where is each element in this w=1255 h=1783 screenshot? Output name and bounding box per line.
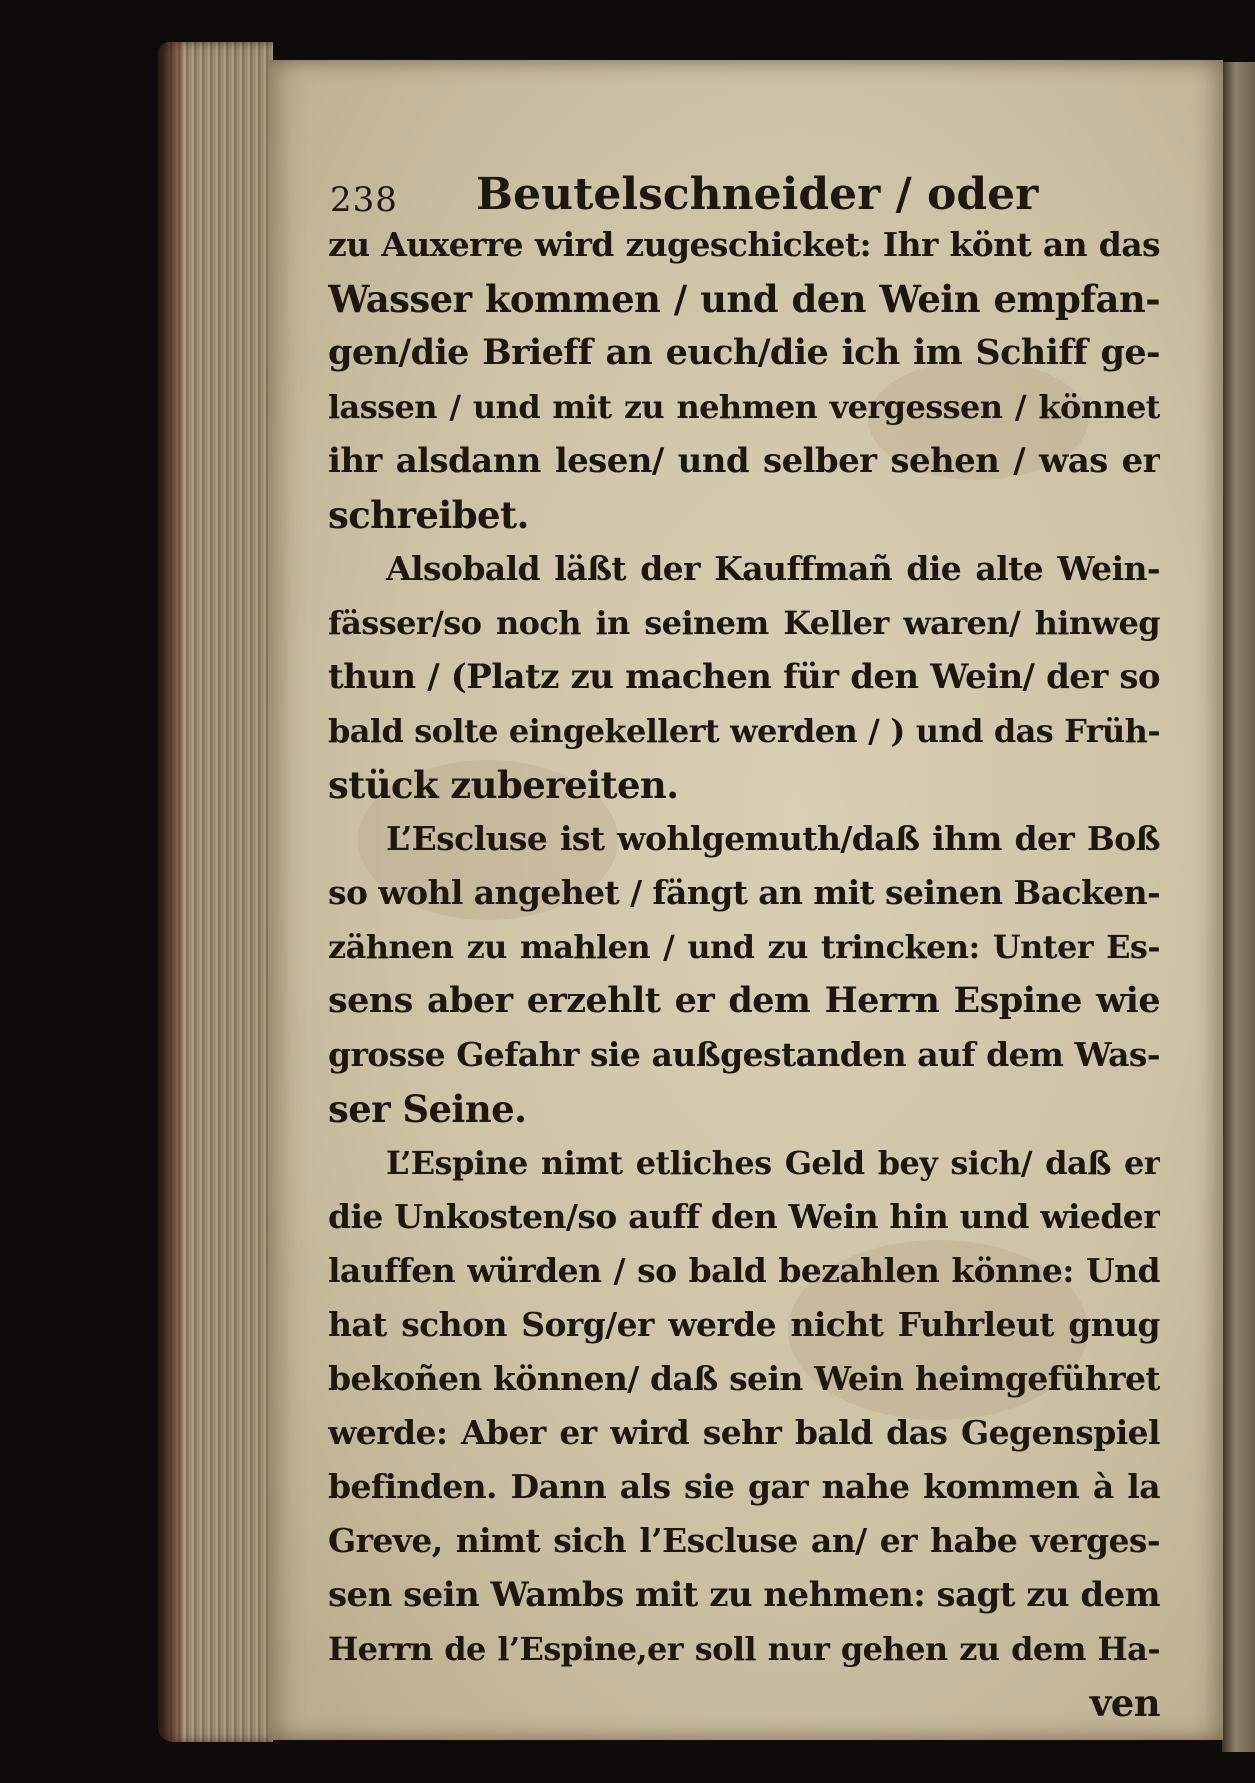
text-line: Wasser kommen / und den Wein empfan-	[328, 277, 1160, 321]
text-line: ihr alsdann lesen/ und selber sehen / was er	[328, 441, 1160, 481]
text-line: befinden. Dann als sie gar nahe kommen à la	[328, 1467, 1160, 1506]
text-line: L’Escluse ist wohlgemuth/daß ihm der Boß	[386, 819, 1160, 858]
text-line: schreibet.	[328, 493, 529, 537]
page-number: 238	[330, 180, 398, 220]
page-body-text	[328, 218, 1160, 1730]
text-line: zu Auxerre wird zugeschicket: Ihr könt an das	[328, 225, 1160, 264]
text-line: sen sein Wambs mit zu nehmen: sagt zu dem	[328, 1575, 1160, 1615]
catchword: ven	[1089, 1681, 1160, 1725]
text-line: thun / (Platz zu machen für den Wein/ der so	[328, 657, 1160, 697]
text-line: Greve, nimt sich l’Escluse an/ er habe verges-	[328, 1521, 1160, 1560]
text-line: Herrn de l’Espine,er soll nur gehen zu dem Ha-	[328, 1630, 1160, 1668]
running-title: Beutelschneider / oder	[475, 169, 1039, 220]
text-line: lassen / und mit zu nehmen vergessen / könnet	[328, 388, 1160, 426]
text-line: grosse Gefahr sie außgestanden auf dem Was-	[328, 1035, 1160, 1074]
text-line: so wohl angehet / fängt an mit seinen Backen-	[328, 873, 1160, 912]
text-line: hat schon Sorg/er werde nicht Fuhrleut gnug	[328, 1305, 1160, 1344]
text-line: stück zubereiten.	[328, 763, 679, 807]
text-line: werde: Aber er wird sehr bald das Gegenspiel	[328, 1413, 1160, 1452]
text-line: Alsobald läßt der Kauffmañ die alte Wein-	[386, 549, 1160, 588]
text-line: L’Espine nimt etliches Geld bey sich/ daß er	[386, 1144, 1160, 1182]
book-spine	[158, 42, 182, 1742]
text-line: gen/die Brieff an euch/die ich im Schiff ge-	[328, 332, 1160, 373]
page-header	[330, 150, 1150, 220]
text-line: bekoñen können/ daß sein Wein heimgeführet	[328, 1359, 1160, 1398]
text-line: sens aber erzehlt er dem Herrn Espine wie	[328, 980, 1160, 1021]
text-line: zähnen zu mahlen / und zu trincken: Unter Es-	[328, 928, 1160, 966]
text-line: ser Seine.	[328, 1087, 527, 1131]
facing-page-edge	[1222, 62, 1255, 1752]
text-line: lauffen würden / so bald bezahlen könne: Und	[328, 1251, 1160, 1290]
text-line: fässer/so noch in seinem Keller waren/ hinweg	[328, 604, 1160, 642]
text-line: die Unkosten/so auff den Wein hin und wieder	[328, 1197, 1160, 1236]
text-line: bald solte eingekellert werden / ) und das Früh-	[328, 712, 1160, 750]
